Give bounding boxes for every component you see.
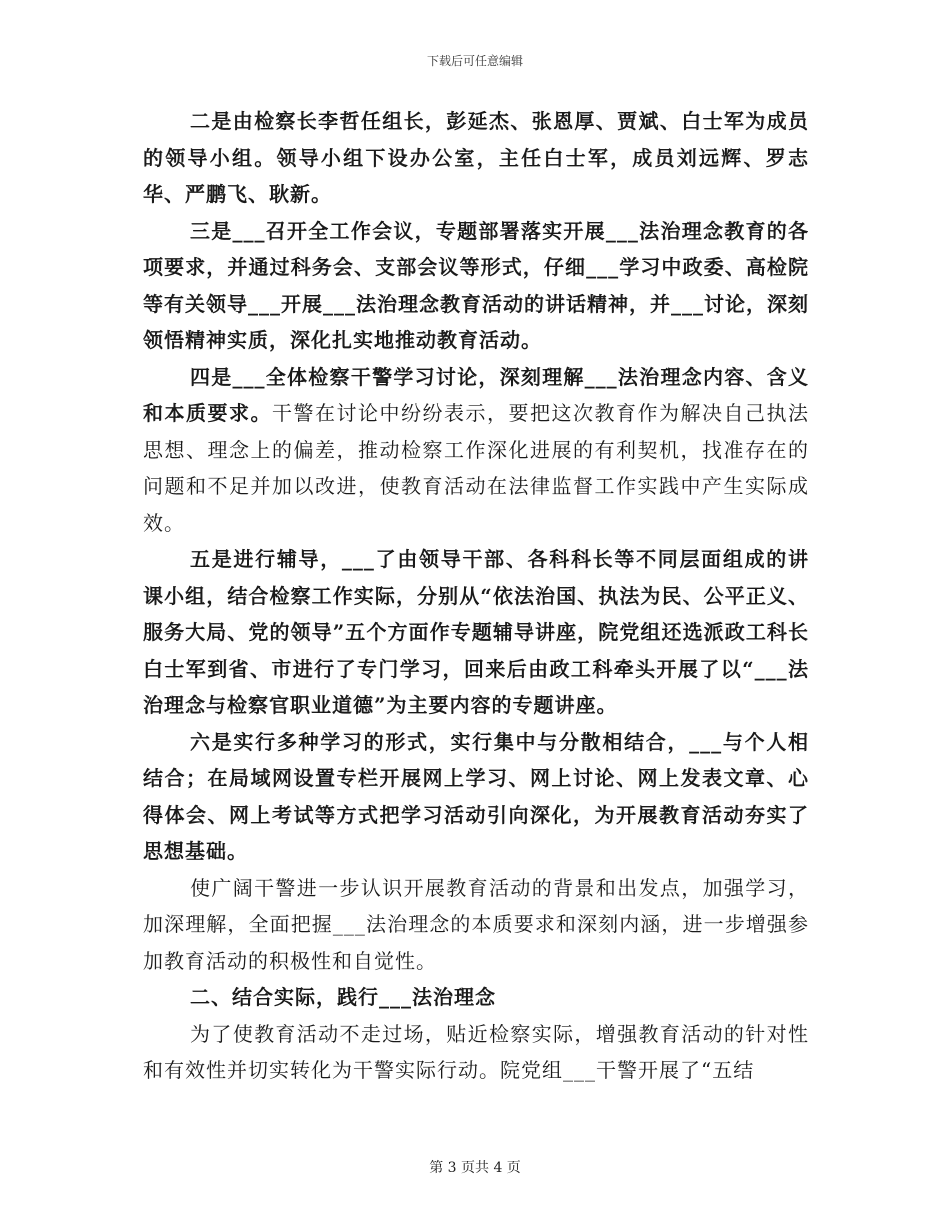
page-header: 下载后可任意编辑 [426,54,523,68]
page-number: 第 3 页共 4 页 [429,1160,521,1176]
document-body [143,103,809,1089]
paragraph-learning-forms: 六是实行多种学习的形式，实行集中与分散相结合，___与个人相结合；在局域网设置专栏开展网上学习、网上讨论、网上发表文章、心得体会、网上考试等方式把学习活动引向深化，为开展教育活动夯实了思想基础。 [143,729,809,863]
paragraph-leadership-group: 二是由检察长李哲任组长，彭延杰、张恩厚、贾斌、白士军为成员的领导小组。领导小组下设办公室，主任白士军，成员刘远辉、罗志华、严鹏飞、耿新。 [143,109,809,206]
paragraph-study-discussion-lead: 四是___全体检察干警学习讨论，深刻理解___法治理念内容、含义和本质要求。 [143,364,809,425]
paragraph-tutoring: 五是进行辅导，___了由领导干部、各科科长等不同层面组成的讲课小组，结合检察工作实际，分别从“依法治国、执法为民、公平正义、服务大局、党的领导”五个方面作专题辅导讲座，院党组还选派政工科长白士军到省、市进行了专门学习，回来后由政工科牵头开展了以“___法治理念与检察官职业道德”为主要内容的专题讲座。 [143,547,809,717]
paragraph-study-discussion [143,359,809,542]
paragraph-practice-intro: 为了使教育活动不走过场，贴近检察实际，增强教育活动的针对性和有效性并切实转化为干警实际行动。院党组___干警开展了“五结 [143,1021,809,1082]
paragraph-work-meeting: 三是___召开全工作会议，专题部署落实开展___法治理念教育的各项要求，并通过科务会、支部会议等形式，仔细___学习中政委、高检院等有关领导___开展___法治理念教育活动的讲话精神，并___讨论，深刻领悟精神实质，深化扎实地推动教育活动。 [143,218,809,352]
section-heading-practice: 二、结合实际，践行___法治理念 [190,985,496,1009]
paragraph-awareness: 使广阔干警进一步认识开展教育活动的背景和出发点，加强学习，加深理解，全面把握___法治理念的本质要求和深刻内涵，进一步增强参加教育活动的积极性和自觉性。 [143,875,809,973]
paragraph-study-discussion-body: 干警在讨论中纷纷表示，要把这次教育作为解决自己执法思想、理念上的偏差，推动检察工作深化进展的有利契机，找准存在的问题和不足并加以改进，使教育活动在法律监督工作实践中产生实际成效。 [143,401,809,535]
